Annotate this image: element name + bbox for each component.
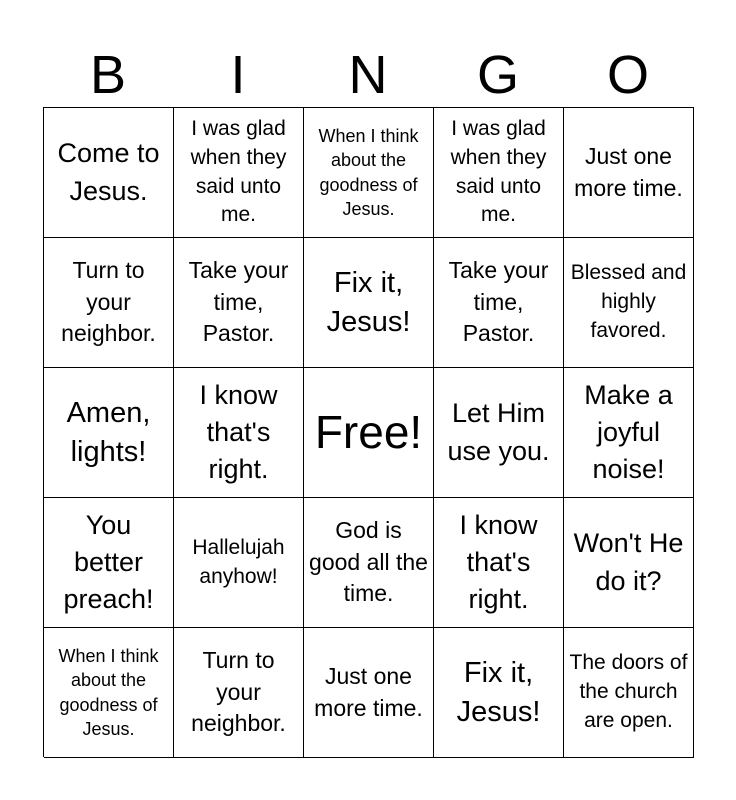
bingo-cell[interactable] (44, 238, 174, 368)
free-space[interactable] (304, 368, 434, 498)
bingo-cell[interactable] (434, 628, 564, 758)
bingo-cell[interactable] (434, 238, 564, 368)
bingo-cell[interactable] (44, 108, 174, 238)
bingo-cell[interactable] (564, 498, 694, 628)
bingo-cell[interactable] (174, 108, 304, 238)
bingo-cell[interactable] (44, 368, 174, 498)
cell-text: Won't He do it? (573, 528, 684, 596)
cell-text: Make a joyful noise! (584, 379, 673, 485)
bingo-cell[interactable] (304, 498, 434, 628)
bingo-cell[interactable] (564, 238, 694, 368)
cell-text: Turn to your neighbor. (191, 646, 286, 737)
bingo-cell[interactable] (304, 628, 434, 758)
header-letter-b: B (89, 45, 127, 105)
bingo-board (43, 107, 694, 757)
cell-text: I was glad when they said unto me. (450, 116, 547, 227)
cell-text: I know that's right. (459, 509, 538, 615)
cell-text: You better preach! (63, 509, 154, 615)
cell-text: Take your time, Pastor. (448, 256, 549, 347)
bingo-cell[interactable] (434, 108, 564, 238)
bingo-cell[interactable] (44, 498, 174, 628)
bingo-header (43, 42, 693, 108)
bingo-cell[interactable] (564, 628, 694, 758)
bingo-cell[interactable] (434, 368, 564, 498)
cell-text: I know that's right. (199, 379, 278, 485)
bingo-cell[interactable] (174, 628, 304, 758)
bingo-cell[interactable] (304, 108, 434, 238)
header-letter-n: N (348, 45, 388, 105)
cell-text: I was glad when they said unto me. (190, 116, 287, 227)
cell-text: Blessed and highly favored. (570, 261, 687, 342)
header-letter-o: O (606, 45, 649, 105)
cell-text: Amen, lights! (66, 397, 151, 468)
bingo-cell[interactable] (564, 368, 694, 498)
bingo-cell[interactable] (174, 368, 304, 498)
cell-text: Fix it, Jesus! (456, 657, 541, 728)
cell-text: Come to Jesus. (57, 138, 160, 206)
bingo-cell[interactable] (44, 628, 174, 758)
header-letter-i: I (230, 45, 246, 105)
cell-text: Just one more time. (574, 142, 683, 201)
cell-text: Take your time, Pastor. (188, 256, 289, 347)
cell-text: Hallelujah anyhow! (192, 535, 285, 588)
bingo-cell[interactable] (174, 238, 304, 368)
cell-text: Fix it, Jesus! (326, 267, 411, 338)
cell-text: Turn to your neighbor. (61, 256, 156, 347)
cell-text: Just one more time. (314, 662, 423, 721)
header-letter-g: G (476, 45, 519, 105)
cell-text: Let Him use you. (447, 398, 550, 466)
cell-text: God is good all the time. (309, 516, 428, 607)
bingo-cell[interactable] (304, 238, 434, 368)
cell-text: When I think about the goodness of Jesus. (58, 645, 159, 739)
cell-text: The doors of the church are open. (569, 651, 688, 732)
bingo-cell[interactable] (434, 498, 564, 628)
free-space-text: Free! (314, 406, 423, 459)
cell-text: When I think about the goodness of Jesus. (318, 125, 419, 219)
bingo-cell[interactable] (564, 108, 694, 238)
bingo-cell[interactable] (174, 498, 304, 628)
